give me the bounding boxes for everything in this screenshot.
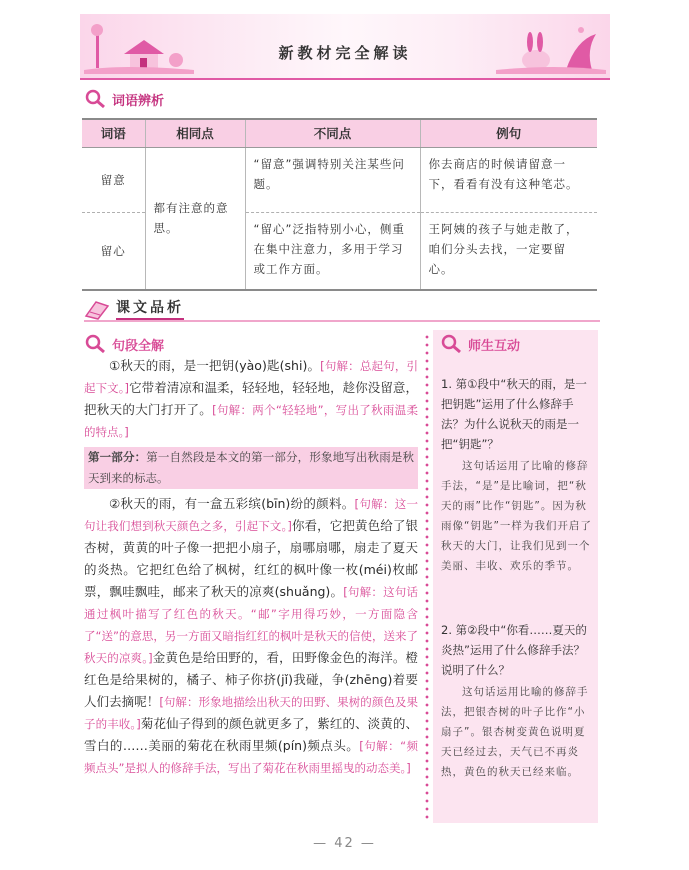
sentence-heading	[84, 334, 164, 354]
col-header-diff: 不同点	[245, 119, 420, 147]
p1-text: ①秋天的雨，是一把钥(yào)匙(shi)。	[109, 358, 321, 373]
row-word: 留心	[82, 212, 145, 290]
col-header-word: 词语	[82, 119, 145, 147]
row-same: 都有注意的意思。	[145, 147, 245, 290]
magnifier-icon	[440, 334, 462, 354]
p1-text2: 它带着清凉和温柔，轻轻地，轻轻地，趁你没留意，把秋天的大门打开了。	[84, 380, 418, 417]
paragraph-1	[84, 355, 418, 443]
sentence-heading-label: 句段全解	[112, 338, 165, 354]
row-example: 王阿姨的孩子与她走散了，咱们分头去找，一定要留心。	[420, 212, 597, 290]
row-diff: “留心”泛指特别小心，侧重在集中注意力，多用于学习或工作方面。	[245, 212, 420, 290]
col-header-same: 相同点	[145, 119, 245, 147]
p2-note-d: [句解：“频频点头”是拟人的修辞手法，写出了菊花在秋雨里摇曳的动态美。]	[84, 739, 418, 775]
row-example: 你去商店的时候请留意一下，看看有没有这种笔芯。	[420, 147, 597, 212]
analysis-banner-label: 课文品析	[116, 297, 184, 320]
paragraph-2	[84, 493, 418, 779]
answer-2: 这句话运用比喻的修辞手法，把银杏树的叶子比作“小扇子”。银杏树变黄色说明夏天已经过去，天气已不再炎热，黄色的秋天已经来临。	[441, 686, 589, 778]
answer-1: 这句话运用了比喻的修辞手法，“是”是比喻词，把“秋天的雨”比作“钥匙”。因为秋雨像“钥匙”一样为我们开启了秋天的大门，让我们见到一个美丽、丰收、欢乐的季节。	[441, 460, 592, 572]
p2-text-d: 菊花仙子得到的颜色就更多了，紫红的、淡黄的、雪白的……美丽的菊花在秋雨里频(pín)频点头。	[84, 716, 418, 753]
header-rule	[80, 78, 610, 80]
question-2: 2. 第②段中“你看……夏天的炎热”运用了什么修辞手法？说明了什么？	[441, 623, 587, 677]
page-header	[80, 14, 610, 80]
rabbit-illustration	[496, 20, 606, 74]
part-text: 第一自然段是本文的第一部分，形象地写出秋雨是秋天到来的标志。	[88, 450, 415, 485]
vocab-heading-label: 词语辨析	[112, 93, 165, 109]
vocab-table	[82, 118, 597, 291]
p2-text-a: ②秋天的雨，有一盒五彩缤(bīn)纷的颜料。	[109, 496, 355, 511]
interaction-panel	[433, 330, 598, 823]
p1-note2: [句解：两个“轻轻地”，写出了秋雨温柔的特点。]	[84, 403, 418, 439]
row-diff: “留意”强调特别关注某些问题。	[245, 147, 420, 212]
p2-text-b: 你看，它把黄色给了银杏树，黄黄的叶子像一把把小扇子，扇哪扇哪，扇走了夏天的炎热。它把红色给了枫树，红红的枫叶像一枚(méi)枚邮票，飘哇飘哇，邮来了秋天的凉爽(shuǎng)。	[84, 518, 418, 599]
magnifier-icon	[84, 89, 106, 109]
p1-note: [句解：总起句，引起下文。]	[84, 359, 418, 395]
header-title: 新教材完全解读	[278, 44, 412, 62]
column-divider	[425, 333, 429, 823]
question-1: 1. 第①段中“秋天的雨，是一把钥匙”运用了什么修辞手法？为什么说秋天的雨是一把“钥匙”？	[441, 377, 587, 451]
part-label: 第一部分：	[88, 450, 147, 464]
interaction-heading-label: 师生互动	[468, 338, 521, 354]
magnifier-icon	[84, 334, 106, 354]
banner-rule	[84, 320, 600, 322]
analysis-text	[84, 355, 418, 779]
book-icon	[84, 298, 110, 320]
row-word: 留意	[82, 147, 145, 212]
p2-note-a: [句解：这一句让我们想到秋天颜色之多，引起下文。]	[84, 497, 418, 533]
table-header-row	[82, 119, 597, 147]
interaction-heading	[440, 334, 520, 354]
col-header-example: 例句	[420, 119, 597, 147]
part-summary	[84, 447, 418, 489]
page-number: — 42 —	[313, 836, 376, 851]
p2-note-c: [句解：形象地描绘出秋天的田野、果树的颜色及果子的丰收。]	[84, 695, 418, 731]
vocab-heading	[84, 89, 164, 109]
analysis-banner	[84, 297, 184, 320]
table-row	[82, 147, 597, 212]
p2-text-c: 金黄色是给田野的，看，田野像金色的海洋。橙红色是给果树的，橘子、柿子你挤(jǐ)我碰，争(zhēng)着要人们去摘呢！	[84, 650, 418, 709]
p2-note-b: [句解：这句话通过枫叶描写了红色的秋天。“邮”字用得巧妙，一方面隐含了“送”的意思，另一方面又暗指红红的枫叶是秋天的信使，送来了秋天的凉爽。]	[84, 585, 418, 665]
